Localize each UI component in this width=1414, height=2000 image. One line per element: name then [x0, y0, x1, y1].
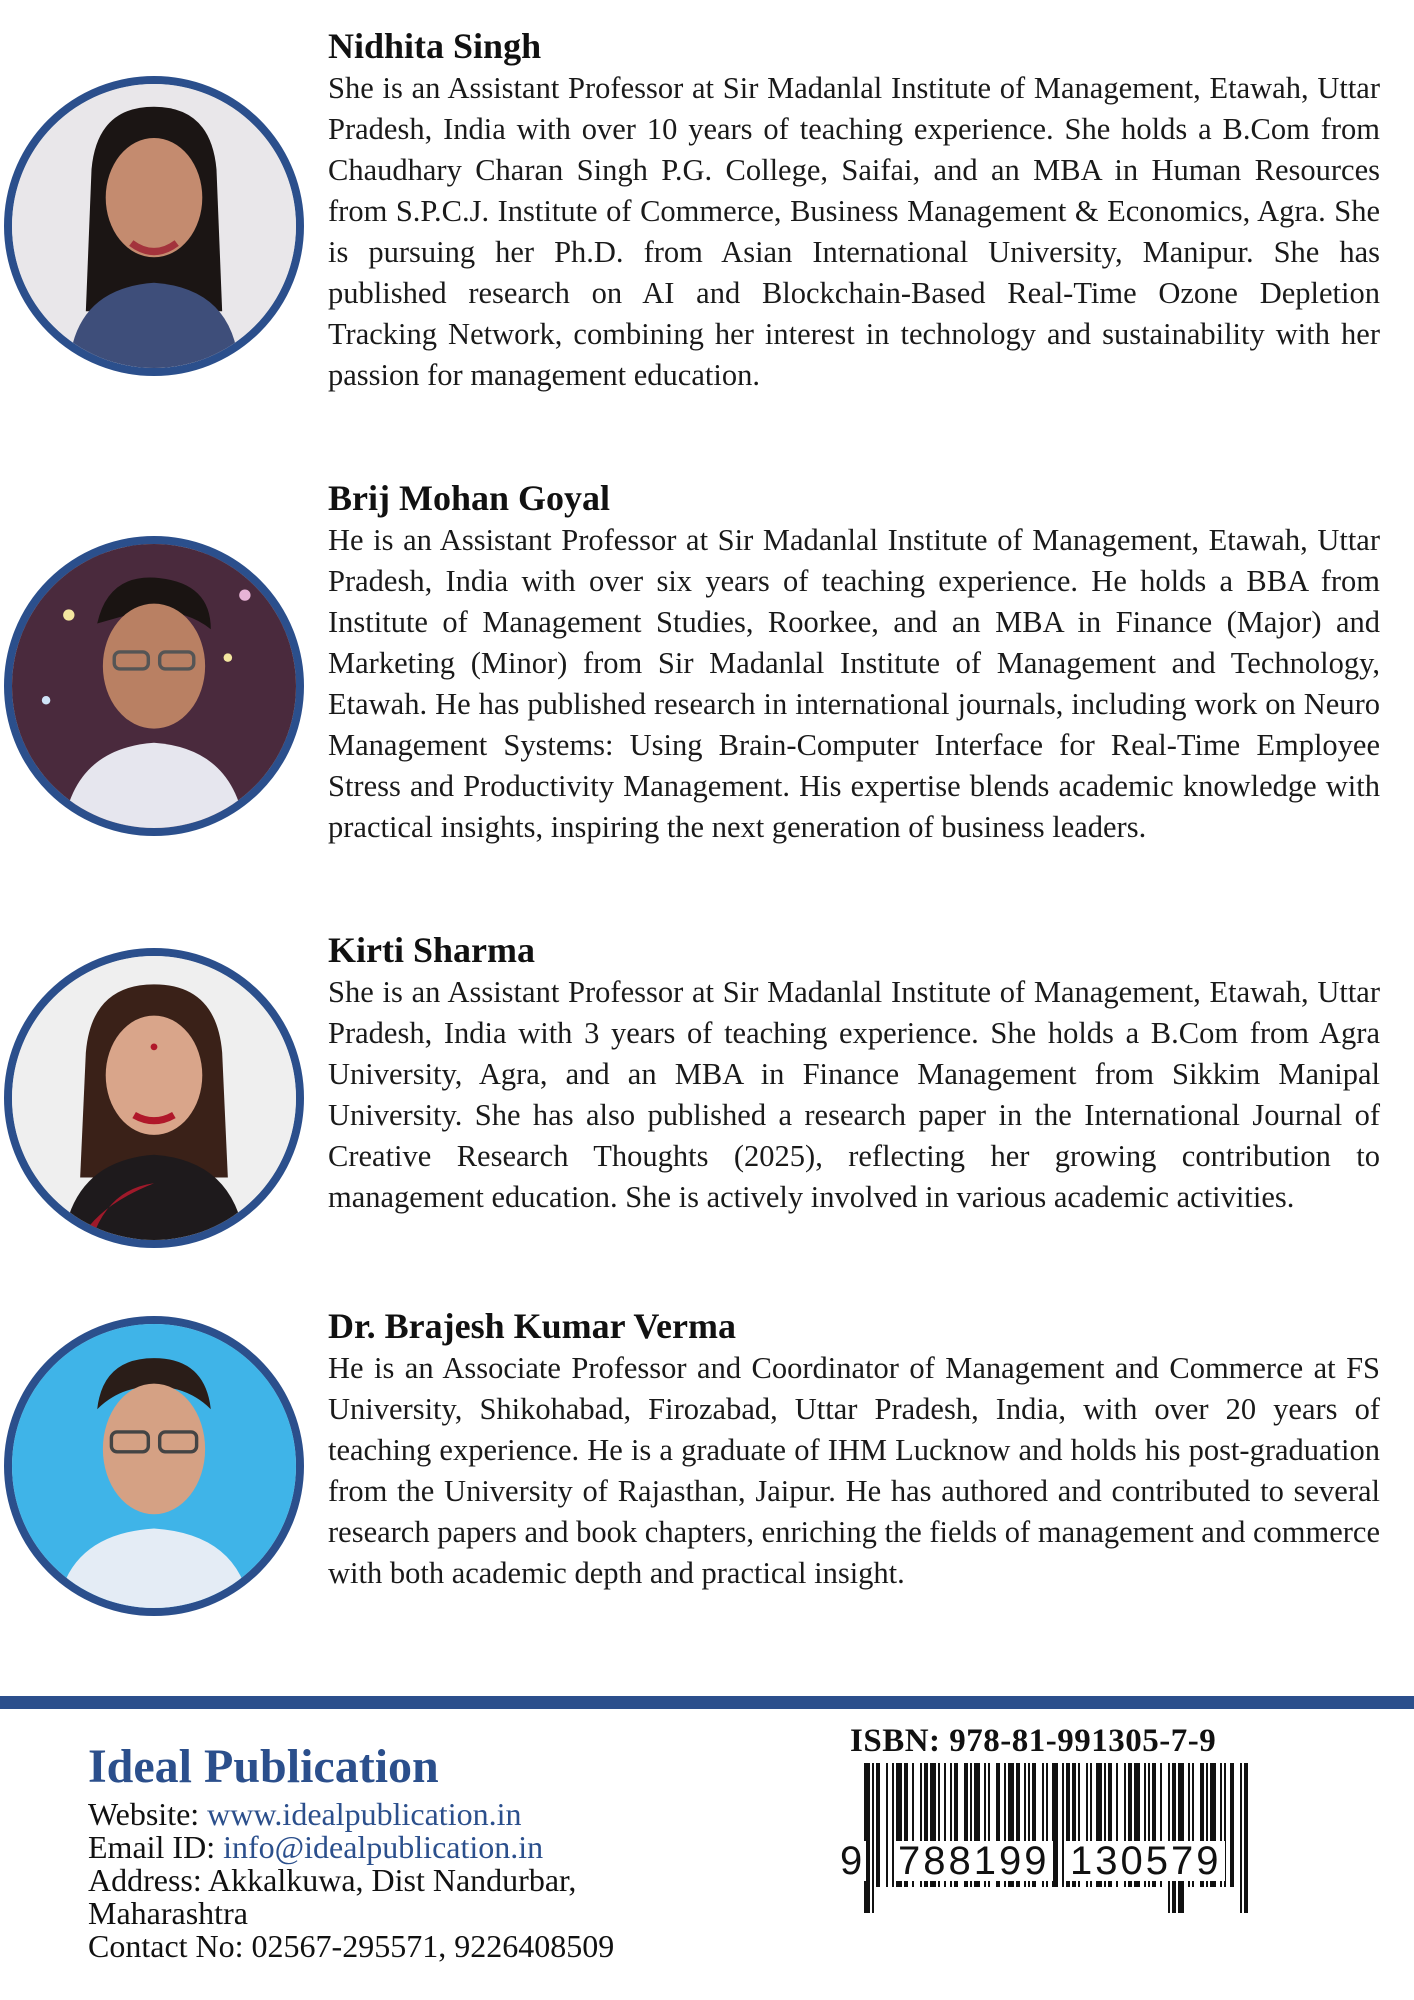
- barcode-digits-left: 788199: [894, 1841, 1053, 1881]
- barcode: [836, 1763, 1256, 1913]
- author-photo: [4, 76, 304, 376]
- publisher-website: [88, 1798, 688, 1831]
- publisher-contact: Contact No: 02567-295571, 9226408509: [88, 1928, 615, 1964]
- author-bio: [328, 1304, 1380, 1594]
- isbn-block: [836, 1721, 1256, 1883]
- author-description: He is an Associate Professor and Coordinator of Management and Commerce at FS University, Shikohabad, Firozabad, Uttar Pradesh, India, with over 20 years of teaching experience. He is a graduate of IHM Lucknow and holds his post-graduation from the University of Rajasthan, Jaipur. He has authored and contributed to several research papers and book chapters, enriching the fields of management and commerce with both academic depth and practical insight.: [328, 1351, 1380, 1590]
- author-name: Dr. Brajesh Kumar Verma: [328, 1306, 736, 1346]
- author-description: She is an Assistant Professor at Sir Madanlal Institute of Management, Etawah, Uttar Pradesh, India with over 10 years of teaching experience. She holds a B.Com from Chaudhary Charan Singh P.G. College, Saifai, and an MBA in Human Resources from S.P.C.J. Institute of Commerce, Business Management & Economics, Agra. She is pursuing her Ph.D. from Asian International University, Manipur. She has published research on AI and Blockchain-Based Real-Time Ozone Depletion Tracking Network, combining her interest in technology and sustainability with her passion for management education.: [328, 71, 1380, 392]
- barcode-bar: [876, 1763, 880, 1887]
- author-bio: [328, 24, 1380, 396]
- publisher-info: [88, 1740, 688, 1963]
- website-label: Website:: [88, 1796, 208, 1832]
- barcode-bar: [1178, 1763, 1184, 1913]
- author-photo: [4, 536, 304, 836]
- barcode-bar: [1172, 1763, 1176, 1913]
- author-description: He is an Assistant Professor at Sir Madanlal Institute of Management, Etawah, Uttar Pradesh, India with over six years of teaching experience. He holds a BBA from Institute of Management Studies, Roorkee, and an MBA in Finance (Major) and Marketing (Minor) from Sir Madanlal Institute of Management and Technology, Etawah. He has published research in international journals, including work on Neuro Management Systems: Using Brain-Computer Interface for Real-Time Employee Stress and Productivity Management. His expertise blends academic knowledge with practical insights, inspiring the next generation of business leaders.: [328, 523, 1380, 844]
- author-name: Brij Mohan Goyal: [328, 478, 611, 518]
- barcode-bar: [886, 1763, 888, 1887]
- barcode-bar: [1230, 1763, 1234, 1887]
- author-photo: [4, 1316, 304, 1616]
- email-link[interactable]: info@idealpublication.in: [223, 1829, 544, 1865]
- publisher-address: Address: Akkalkuwa, Dist Nandurbar,: [88, 1862, 577, 1898]
- publisher-address-2: Maharashtra: [88, 1895, 248, 1931]
- publisher-email: [88, 1831, 688, 1864]
- barcode-digits-right: 130579: [1066, 1841, 1225, 1881]
- barcode-bar: [1240, 1763, 1242, 1913]
- author-description: She is an Assistant Professor at Sir Madanlal Institute of Management, Etawah, Uttar Pradesh, India with 3 years of teaching experience. She holds a B.Com from Agra University, Agra, and an MBA in Finance Management from Sikkim Manipal University. She has also published a research paper in the International Journal of Creative Research Thoughts (2025), reflecting her growing contribution to management education. She is actively involved in various academic activities.: [328, 975, 1380, 1214]
- barcode-bar: [1244, 1763, 1248, 1913]
- divider-bar: [0, 1696, 1414, 1709]
- website-link[interactable]: www.idealpublication.in: [207, 1796, 522, 1832]
- barcode-bar: [872, 1763, 874, 1913]
- barcode-bar: [864, 1763, 870, 1913]
- isbn-number: ISBN: 978-81-991305-7-9: [850, 1723, 1217, 1759]
- email-label: Email ID:: [88, 1829, 224, 1865]
- barcode-bar: [1168, 1763, 1170, 1913]
- author-photo: [4, 948, 304, 1248]
- author-bio: [328, 476, 1380, 848]
- publisher-name: Ideal Publication: [88, 1740, 439, 1793]
- barcode-digit-lead: 9: [836, 1841, 866, 1881]
- author-name: Kirti Sharma: [328, 930, 535, 970]
- author-name: Nidhita Singh: [328, 26, 542, 66]
- author-bio: [328, 928, 1380, 1218]
- barcode-bar: [1062, 1763, 1064, 1887]
